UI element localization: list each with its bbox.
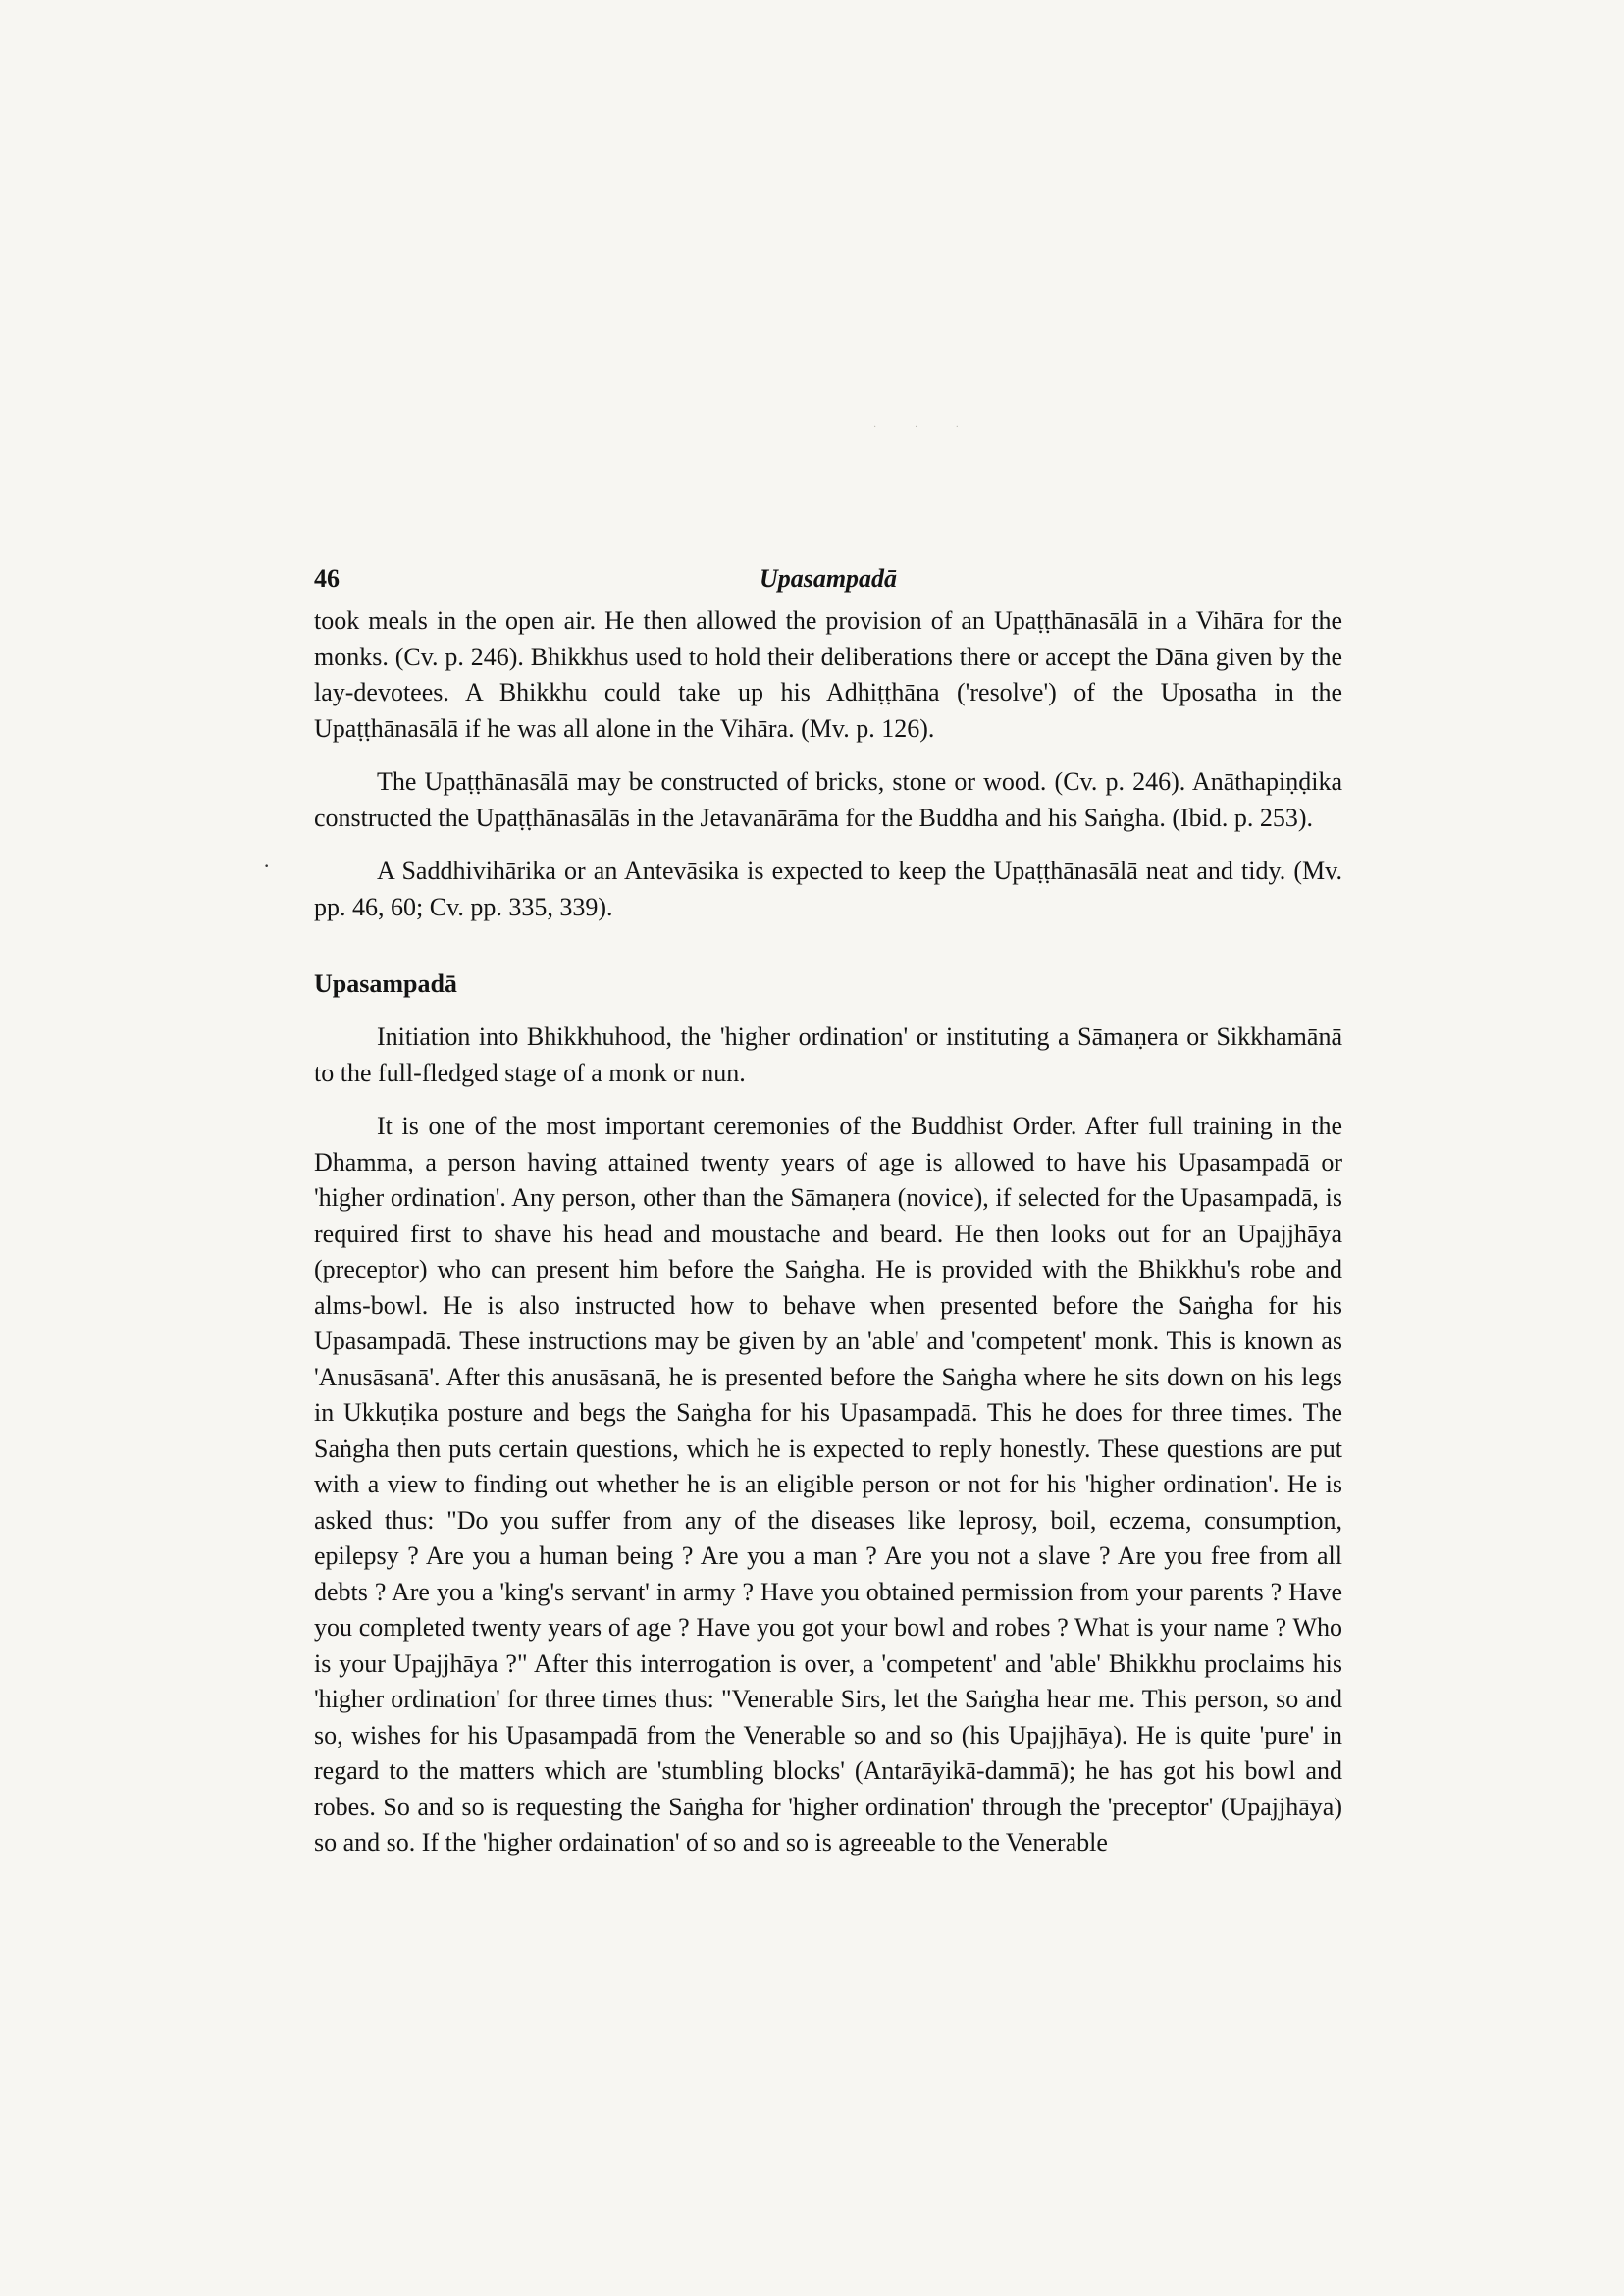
paragraph-wrapper (263, 854, 1342, 925)
paragraph-upatthanasala-construction: The Upaṭṭhānasālā may be constructed of bricks, stone or wood. (Cv. p. 246). Anāthapiṇḍika constructed the Upaṭṭhānasālās in the Jetavanārāma for the Buddha and his Saṅgha. (Ibid. p. 253). (314, 767, 1342, 832)
scan-specks: · · · (873, 422, 976, 433)
book-page (263, 564, 1342, 1861)
page-number: 46 (314, 564, 340, 593)
section-heading-upasampada: Upasampadā (314, 969, 457, 998)
paragraph-upatthanasala-tidy: A Saddhivihārika or an Antevāsika is expected to keep the Upaṭṭhānasālā neat and tidy. (Mv. pp. 46, 60; Cv. pp. 335, 339). (314, 857, 1342, 921)
paragraph-upasampada-definition: Initiation into Bhikkhuhood, the 'higher ordination' or instituting a Sāmaṇera or Sikkhamānā to the full-fledged stage of a monk or nun. (314, 1022, 1342, 1087)
running-title: Upasampadā (759, 564, 898, 593)
margin-mark: · (263, 854, 271, 878)
running-head (314, 564, 1342, 603)
paragraph-upasampada-ceremony: It is one of the most important ceremonies of the Buddhist Order. After full training in the Dhamma, a person having attained twenty years of age is allowed to have his Upasampadā or 'higher ordination'. Any person, other than the Sāmaṇera (novice), if selected for the Upasampadā, is required first to shave his head and moustache and beard. He then looks out for an Upajjhāya (preceptor) who can present him before the Saṅgha. He is provided with the Bhikkhu's robe and alms-bowl. He is also instructed how to behave when presented before the Saṅgha for his Upasampadā. These instructions may be given by an 'able' and 'competent' monk. This is known as 'Anusāsanā'. After this anusāsanā, he is presented before the Saṅgha where he sits down on his legs in Ukkuṭika posture and begs the Saṅgha for his Upasampadā. This he does for three times. The Saṅgha then puts certain questions, which he is expected to reply honestly. These questions are put with a view to finding out whether he is an eligible person or not for his 'higher ordination'. He is asked thus: "Do you suffer from any of the diseases like leprosy, boil, eczema, consumption, epilepsy ? Are you a human being ? Are you a man ? Are you not a slave ? Are you free from all debts ? Are you a 'king's servant' in army ? Have you obtained permission from your parents ? Have you completed twenty years of age ? Have you got your bowl and robes ? What is your name ? Who is your Upajjhāya ?" After this interrogation is over, a 'competent' and 'able' Bhikkhu proclaims his 'higher ordination' for three times thus: "Venerable Sirs, let the Saṅgha hear me. This person, so and so, wishes for his Upasampadā from the Venerable so and so (his Upajjhāya). He is quite 'pure' in regard to the matters which are 'stumbling blocks' (Antarāyikā-dammā); he has got his bowl and robes. So and so is requesting the Saṅgha for 'higher ordination' through the 'preceptor' (Upajjhāya) so and so. If the 'higher ordaination' of so and so is agreeable to the Venerable (314, 1112, 1342, 1856)
paragraph-upatthanasala-intro: took meals in the open air. He then allowed the provision of an Upaṭṭhānasālā in a Vihāra for the monks. (Cv. p. 246). Bhikkhus used to hold their deliberations there or accept the Dāna given by the lay-devotees. A Bhikkhu could take up his Adhiṭṭhāna ('resolve') of the Uposatha in the Upaṭṭhānasālā if he was all alone in the Vihāra. (Mv. p. 126). (314, 606, 1342, 743)
